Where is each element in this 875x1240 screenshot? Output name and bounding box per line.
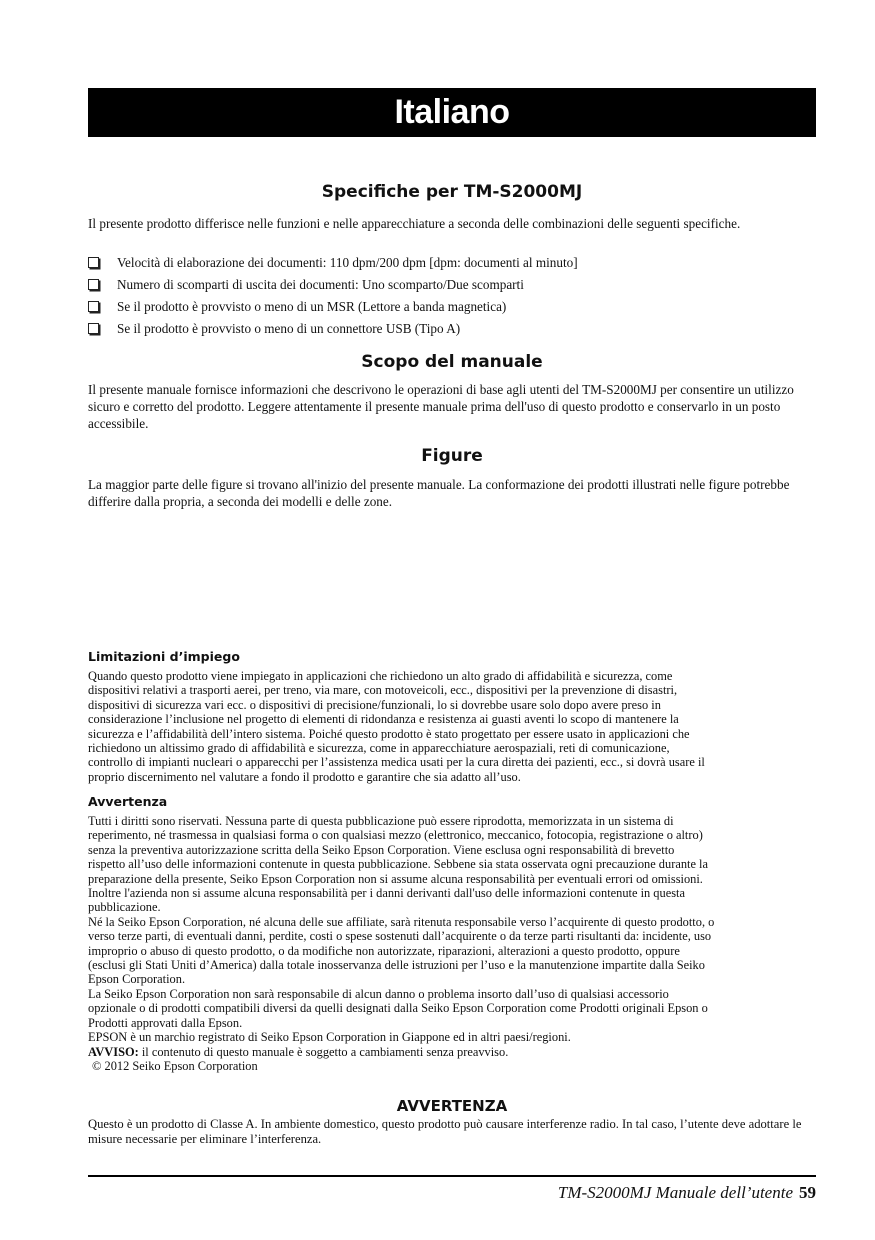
checkbox-bullet-icon — [88, 279, 99, 290]
text-line: dispositivi relativi a trasporti aerei, per treno, via mare, con motoveicoli, ecc., dispositivi per la prevenzione di disastri, — [88, 683, 678, 698]
text-line: Né la Seiko Epson Corporation, né alcuna delle sue affiliate, sarà ritenuta responsabile verso l’acquirente di questo prodotto, o — [88, 914, 715, 929]
text-line: La Seiko Epson Corporation non sarà responsabile di alcun danno o problema insorto dall’uso di qualsiasi accessorio — [88, 986, 669, 1001]
checkbox-bullet-icon — [88, 301, 99, 312]
footer-title: TM-S2000MJ Manuale dell’utente — [557, 1183, 793, 1202]
text-line: verso terze parti, di eventuali danni, perdite, costi o spese sostenuti dall’acquirente o da terze parti risultanti da: incidente, uso — [88, 929, 712, 944]
language-banner: Italiano — [88, 88, 816, 137]
text-line: reperimento, né trasmessa in qualsiasi forma o con qualsiasi mezzo (elettronico, meccanico, fotocopia, registrazione o altro) — [88, 828, 703, 843]
warning-text: Questo è un prodotto di Classe A. In ambiente domestico, questo prodotto può causare interferenze radio. In tal caso, l’utente deve adottare le misure necessarie per eliminare l’interferenza. — [88, 1117, 802, 1146]
page-footer — [558, 1182, 816, 1204]
list-item — [88, 298, 816, 320]
copyright: © 2012 Seiko Epson Corporation — [92, 1058, 258, 1073]
list-item-text: Numero di scomparti di uscita dei documenti: Uno scomparto/Due scomparti — [117, 277, 524, 292]
text-line: pubblicazione. — [88, 900, 161, 915]
text-line: Quando questo prodotto viene impiegato in applicazioni che richiedono un alto grado di affidabilità e sicurezza, come — [88, 669, 673, 683]
list-item-text: Se il prodotto è provvisto o meno di un connettore USB (Tipo A) — [117, 321, 461, 336]
limitations-heading: Limitazioni d’impiego — [88, 649, 240, 664]
checkbox-bullet-icon — [88, 257, 99, 268]
spec-intro: Il presente prodotto differisce nelle funzioni e nelle apparecchiature a seconda delle combinazioni delle seguenti specifiche. — [88, 216, 741, 231]
text-line: rispetto all’uso delle informazioni contenute in questa pubblicazione. Sebbene sia stata osservata ogni precauzione durante la — [88, 857, 709, 872]
notice-text — [88, 814, 816, 1073]
warning-heading: AVVERTENZA — [396, 1097, 508, 1115]
text-line: Epson Corporation. — [88, 972, 186, 987]
text-line: controllo di impianti nucleari o apparecchi per l’assistenza medica usati per la cura diretta dei pazienti, ecc., si dovrà usare il — [88, 755, 705, 770]
text-line: richiedono un altissimo grado di affidabilità e sicurezza, come in apparecchiature aerospaziali, reti di comunicazione, — [88, 741, 670, 756]
checkbox-bullet-icon — [88, 323, 99, 334]
text-line: preparazione della presente, Seiko Epson Corporation non si assume alcuna responsabilità per eventuali errori od omissioni. — [88, 871, 703, 886]
text-line: senza la preventiva autorizzazione scritta della Seiko Epson Corporation. Viene esclusa ogni responsabilità di brevetto — [88, 842, 675, 857]
text-line: Prodotti approvati dalla Epson. — [88, 1015, 243, 1030]
text-line: considerazione l’inclusione nel progetto di elementi di ridondanza e resistenza ai guasti aventi lo scopo di mantenere la — [88, 712, 679, 727]
page-number: 59 — [799, 1183, 816, 1202]
text-line: (esclusi gli Stati Uniti d’America) dalla totale inosservanza delle istruzioni per l’uso e la manutenzione impartite dalla Seiko — [88, 958, 705, 973]
list-item — [88, 254, 816, 276]
spec-heading: Specifiche per TM-S2000MJ — [321, 182, 583, 202]
avviso-line — [88, 1045, 816, 1059]
text-line: opzionale o di prodotti compatibili diversi da quelli designati dalla Seiko Epson Corporation come Prodotti originali Epson o — [88, 1001, 708, 1016]
text-line: sicurezza e l’affidabilità dell’intero sistema. Poiché questo prodotto è stato progettato per essere usato in applicazioni che — [88, 726, 690, 741]
list-item-text: Velocità di elaborazione dei documenti: 110 dpm/200 dpm [dpm: documenti al minuto] — [117, 255, 578, 270]
figures-heading: Figure — [421, 446, 483, 466]
list-item — [88, 320, 816, 342]
text-line: dispositivi di sicurezza vari ecc. o dispositivi di precisione/funzionali, lo si dovrebbe usare solo dopo avere preso in — [88, 697, 661, 712]
list-item-text: Se il prodotto è provvisto o meno di un MSR (Lettore a banda magnetica) — [117, 299, 507, 314]
list-item — [88, 276, 816, 298]
text-line: EPSON è un marchio registrato di Seiko Epson Corporation in Giappone ed in altri paesi/regioni. — [88, 1030, 571, 1045]
avviso-text: il contenuto di questo manuale è soggetto a cambiamenti senza preavviso. — [141, 1044, 509, 1059]
spec-list — [88, 254, 816, 342]
text-line: proprio discernimento nel valutare a fondo il prodotto e garantire che sia adatto all’uso. — [88, 769, 521, 784]
limitations-text — [88, 669, 816, 784]
figures-text: La maggior parte delle figure si trovano all'inizio del presente manuale. La conformazione dei prodotti illustrati nelle figure potrebbe differire dalla propria, a seconda dei modelli e delle zone. — [88, 477, 790, 509]
scope-text: Il presente manuale fornisce informazioni che descrivono le operazioni di base agli utenti del TM-S2000MJ per consentire un utilizzo sicuro e corretto del prodotto. Leggere attentamente il presente manuale prima dell'uso di questo prodotto e conservarlo in un posto accessibile. — [88, 382, 794, 431]
avviso-label: AVVISO: — [88, 1044, 139, 1059]
notice-heading: Avvertenza — [88, 794, 168, 809]
text-line: Inoltre l'azienda non si assume alcuna responsabilità per i danni derivanti dall'uso delle informazioni contenute in questa — [88, 886, 685, 901]
text-line: improprio o abuso di questo prodotto, o da modifiche non autorizzate, riparazioni, alterazioni a questo prodotto, oppure — [88, 943, 680, 958]
text-line: Tutti i diritti sono riservati. Nessuna parte di questa pubblicazione può essere riprodotta, memorizzata in un sistema di — [88, 814, 674, 828]
scope-heading: Scopo del manuale — [361, 352, 543, 372]
footer-divider — [88, 1175, 816, 1177]
